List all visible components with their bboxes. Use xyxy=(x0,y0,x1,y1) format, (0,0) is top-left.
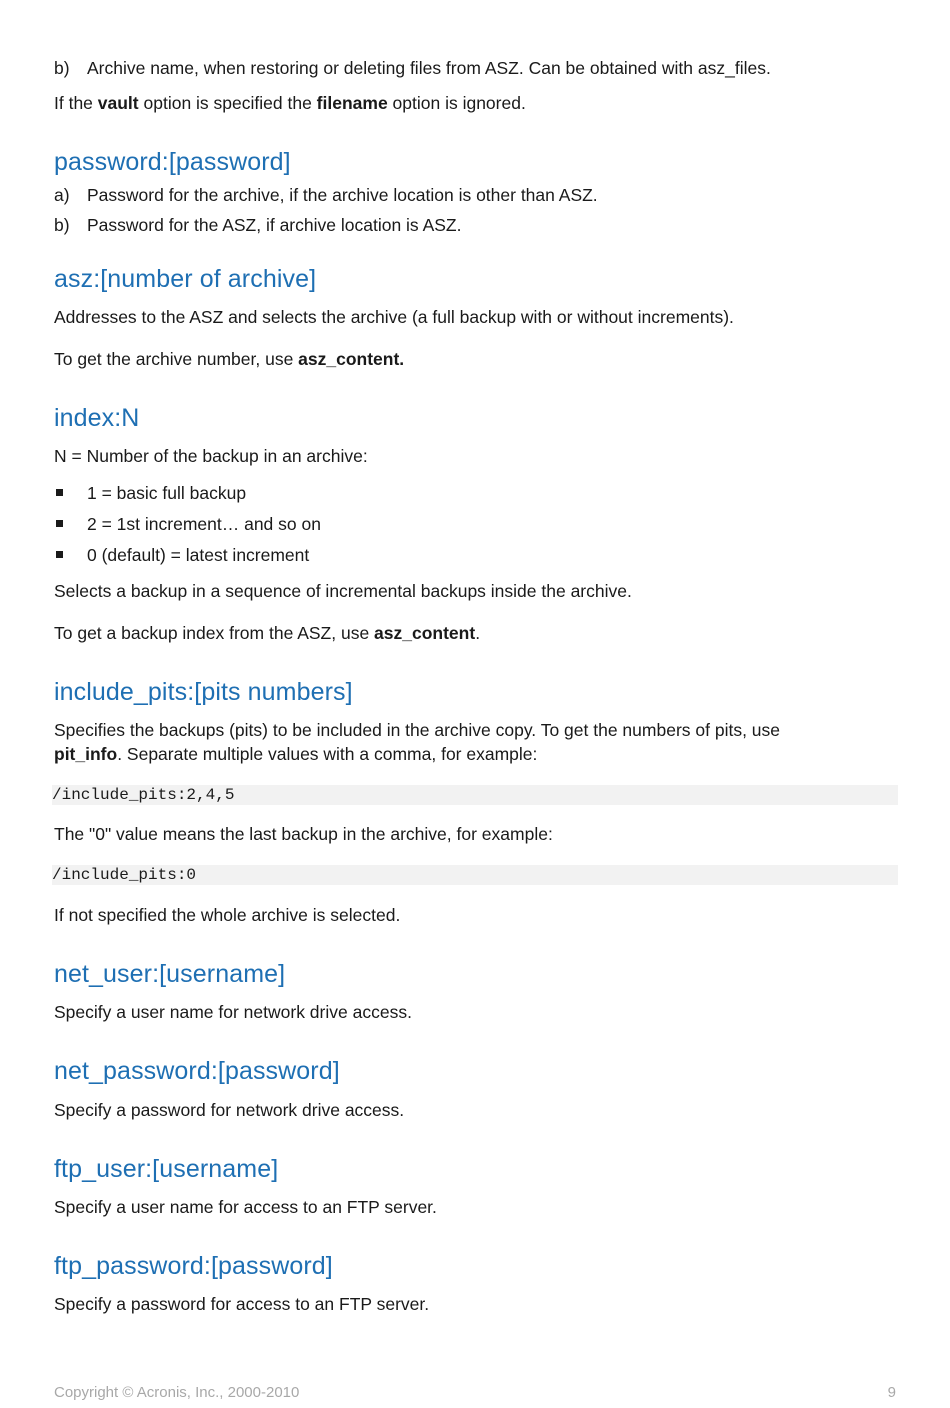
command-name: asz_content. xyxy=(298,349,405,369)
text-run: To get the archive number, use xyxy=(54,349,299,369)
index-selects: Selects a backup in a sequence of incremental backups inside the archive. xyxy=(54,581,632,601)
not-specified-note: If not specified the whole archive is selected. xyxy=(54,905,401,925)
heading-net-password: net_password:[password] xyxy=(54,1057,340,1085)
bullet-icon xyxy=(56,489,63,496)
index-get xyxy=(54,621,898,645)
bullet-text: 0 (default) = latest increment xyxy=(87,545,310,565)
command-name: asz_content xyxy=(374,623,476,643)
bullet-item xyxy=(54,543,898,567)
list-item-text: Archive name, when restoring or deleting files from ASZ. Can be obtained with asz_files. xyxy=(87,58,771,78)
command-name: pit_info xyxy=(54,744,118,764)
bullet-text: 1 = basic full backup xyxy=(87,483,247,503)
index-intro: N = Number of the backup in an archive: xyxy=(54,446,368,466)
ftp-password-desc: Specify a password for access to an FTP server. xyxy=(54,1294,430,1314)
list-item-b xyxy=(54,213,898,237)
list-marker: b) xyxy=(54,58,70,78)
heading-ftp-user: ftp_user:[username] xyxy=(54,1155,279,1183)
net-user-desc: Specify a user name for network drive access. xyxy=(54,1002,412,1022)
bullet-item xyxy=(54,481,898,505)
page-number: 9 xyxy=(887,1384,896,1401)
heading-index: index:N xyxy=(54,404,140,432)
list-item-text: Password for the archive, if the archive location is other than ASZ. xyxy=(87,185,598,205)
net-password-desc: Specify a password for network drive access. xyxy=(54,1100,405,1120)
heading-asz: asz:[number of archive] xyxy=(54,265,317,293)
copyright-text: Copyright © Acronis, Inc., 2000-2010 xyxy=(54,1384,300,1401)
include-pits-desc-line1: Specifies the backups (pits) to be included in the archive copy. To get the numbers of pits, use xyxy=(54,720,781,740)
heading-password: password:[password] xyxy=(54,148,291,176)
zero-note: The "0" value means the last backup in the archive, for example: xyxy=(54,824,553,844)
text-run: . Separate multiple values with a comma, for example: xyxy=(117,744,538,764)
text-run: option is ignored. xyxy=(387,93,526,113)
heading-ftp-password: ftp_password:[password] xyxy=(54,1252,333,1280)
text-run: . xyxy=(475,623,481,643)
bullet-item xyxy=(54,512,898,536)
asz-description: Addresses to the ASZ and selects the archive (a full backup with or without increments). xyxy=(54,307,734,327)
text-run: To get a backup index from the ASZ, use xyxy=(54,623,375,643)
bullet-text: 2 = 1st increment… and so on xyxy=(87,514,321,534)
list-item-text: Password for the ASZ, if archive location is ASZ. xyxy=(87,215,462,235)
list-item-b xyxy=(54,56,898,80)
text-run: If the xyxy=(54,93,98,113)
heading-include-pits: include_pits:[pits numbers] xyxy=(54,678,353,706)
list-item-a xyxy=(54,183,898,207)
ftp-user-desc: Specify a user name for access to an FTP server. xyxy=(54,1197,437,1217)
code-example: /include_pits:0 xyxy=(52,865,898,885)
asz-get-number xyxy=(54,347,898,371)
vault-note xyxy=(54,91,898,115)
code-example: /include_pits:2,4,5 xyxy=(52,785,898,805)
heading-net-user: net_user:[username] xyxy=(54,960,286,988)
list-marker: a) xyxy=(54,185,70,205)
text-run: option is specified the xyxy=(138,93,317,113)
list-marker: b) xyxy=(54,215,70,235)
option-name-vault: vault xyxy=(97,93,139,113)
page-footer xyxy=(54,1382,896,1404)
bullet-icon xyxy=(56,520,63,527)
bullet-icon xyxy=(56,551,63,558)
option-name-filename: filename xyxy=(316,93,388,113)
include-pits-desc-line2 xyxy=(54,742,898,766)
